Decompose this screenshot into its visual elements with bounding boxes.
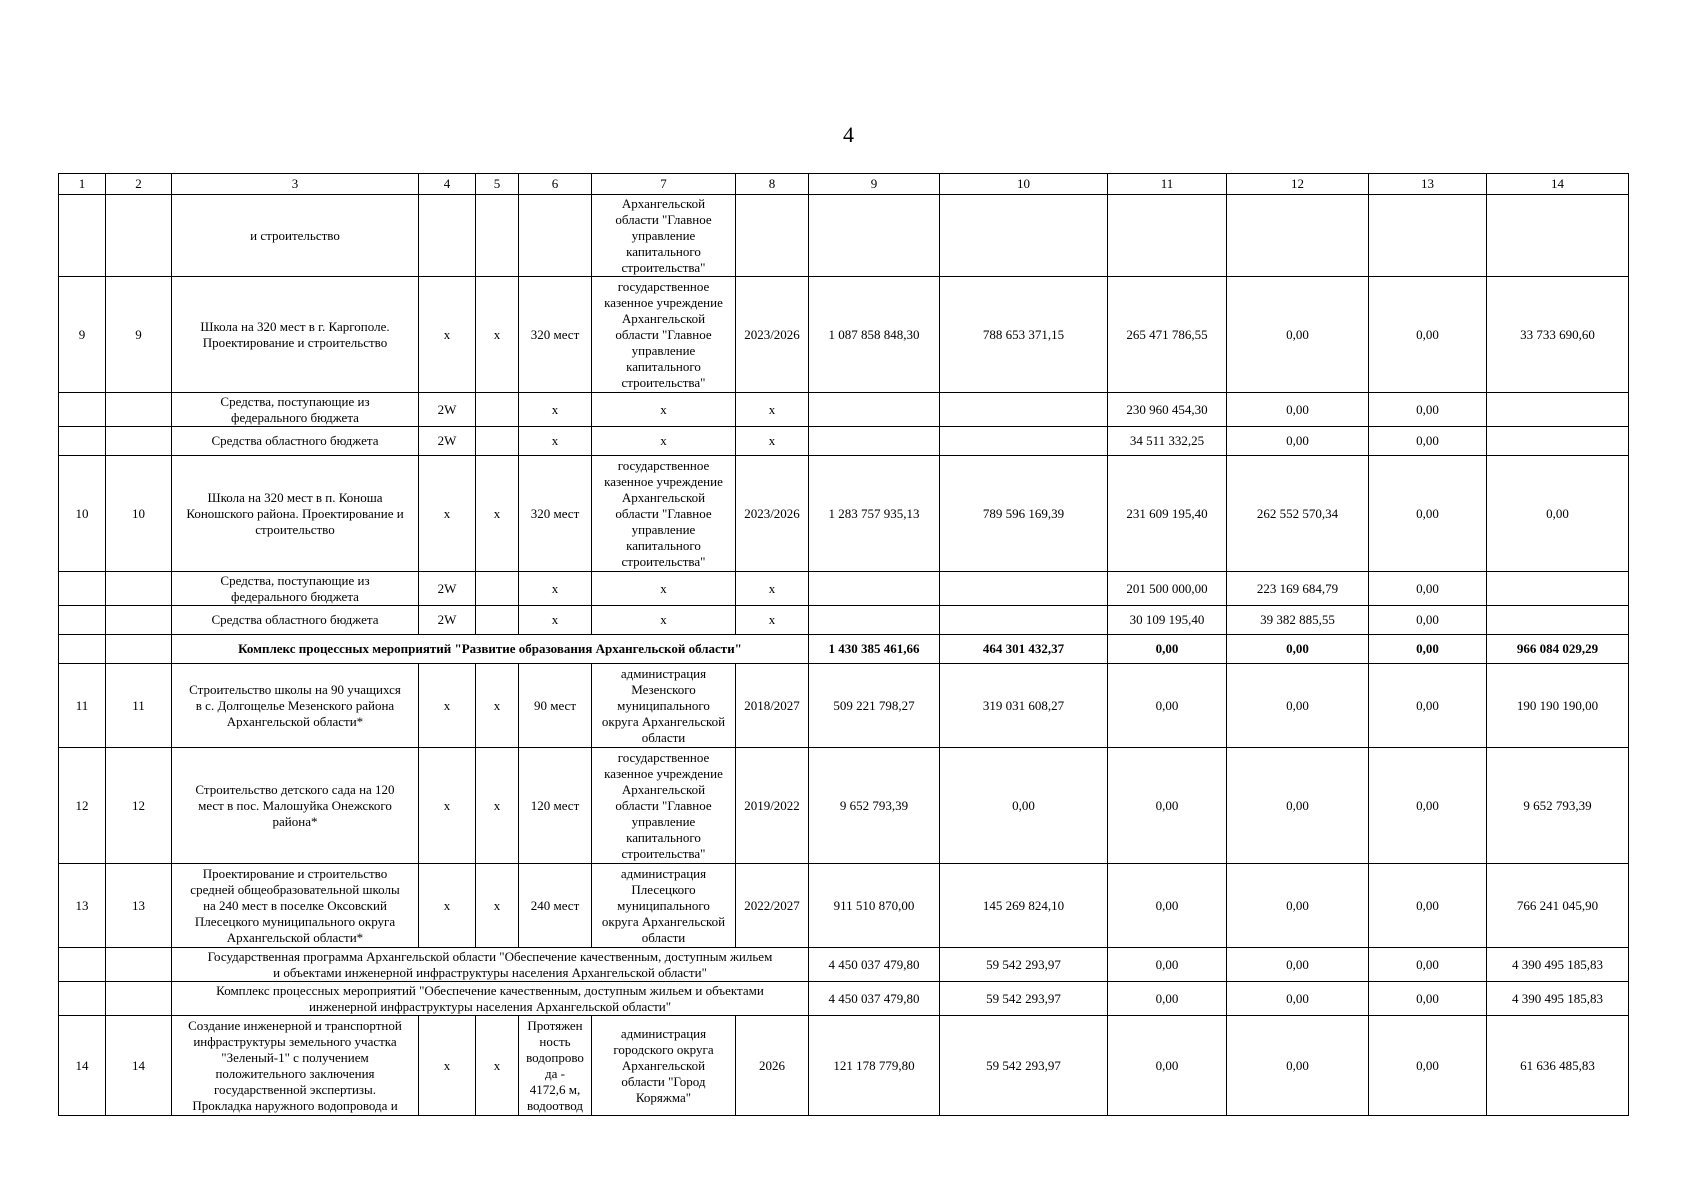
cell-value: 0,00 — [1369, 606, 1487, 635]
row-number: 12 — [59, 748, 106, 864]
cell-value: 0,00 — [1108, 748, 1227, 864]
years: 2026 — [736, 1016, 809, 1116]
cell-value: 0,00 — [1369, 393, 1487, 427]
cell-value: 0,00 — [1108, 948, 1227, 982]
capacity: 90 мест — [519, 664, 592, 748]
row-number: 10 — [106, 456, 172, 572]
cell-value: 0,00 — [1369, 982, 1487, 1016]
table-header-row — [59, 174, 1629, 195]
cell-value: 319 031 608,27 — [940, 664, 1108, 748]
row-number: 14 — [59, 1016, 106, 1116]
cell-value: 0,00 — [1227, 393, 1369, 427]
executor: государственное казенное учреждение Архангельской области "Главное управление капитального строительства" — [592, 456, 736, 572]
object-name: Средства областного бюджета — [172, 427, 419, 456]
cell-value: 145 269 824,10 — [940, 864, 1108, 948]
table-row — [59, 572, 1629, 606]
executor: администрация Плесецкого муниципального округа Архангельской области — [592, 864, 736, 948]
row-number: 10 — [59, 456, 106, 572]
column-header: 10 — [940, 174, 1108, 195]
cell-value: 0,00 — [1227, 664, 1369, 748]
cell-value: x — [419, 664, 476, 748]
cell-value: x — [519, 393, 592, 427]
cell-value: x — [519, 572, 592, 606]
column-header: 6 — [519, 174, 592, 195]
capacity: 320 мест — [519, 277, 592, 393]
cell-value: 789 596 169,39 — [940, 456, 1108, 572]
object-name: Школа на 320 мест в г. Каргополе. Проектирование и строительство — [172, 277, 419, 393]
cell-value: 0,00 — [1369, 1016, 1487, 1116]
cell-value: 0,00 — [1487, 456, 1629, 572]
cell-value: 911 510 870,00 — [809, 864, 940, 948]
table-row-complex — [59, 982, 1629, 1016]
cell-value: 33 733 690,60 — [1487, 277, 1629, 393]
table-row — [59, 456, 1629, 572]
cell-value: 0,00 — [1108, 635, 1227, 664]
cell-value: x — [476, 664, 519, 748]
cell-value: x — [419, 456, 476, 572]
cell-value: x — [419, 1016, 476, 1116]
table-row — [59, 864, 1629, 948]
row-number: 13 — [59, 864, 106, 948]
row-number: 12 — [106, 748, 172, 864]
row-number: 9 — [59, 277, 106, 393]
cell-value: 2W — [419, 393, 476, 427]
cell-value: 0,00 — [1369, 635, 1487, 664]
table-row — [59, 1016, 1629, 1116]
cell-value: x — [736, 606, 809, 635]
cell-value: 1 283 757 935,13 — [809, 456, 940, 572]
cell-value: 59 542 293,97 — [940, 1016, 1108, 1116]
column-header: 7 — [592, 174, 736, 195]
column-header: 12 — [1227, 174, 1369, 195]
object-name: и строительство — [172, 195, 419, 277]
cell-value: 9 652 793,39 — [809, 748, 940, 864]
cell-value: x — [736, 572, 809, 606]
cell-value: 0,00 — [1227, 1016, 1369, 1116]
object-name: Проектирование и строительство средней общеобразовательной школы на 240 мест в поселке Оксовский Плесецкого муниципального округа Архангельской области* — [172, 864, 419, 948]
cell-value: 230 960 454,30 — [1108, 393, 1227, 427]
capacity: Протяжен ность водопрово да - 4172,6 м, водоотвод — [519, 1016, 592, 1116]
cell-value: x — [592, 393, 736, 427]
cell-value: 0,00 — [1369, 864, 1487, 948]
cell-value: x — [476, 1016, 519, 1116]
column-header: 9 — [809, 174, 940, 195]
cell-value: 0,00 — [1227, 748, 1369, 864]
cell-value: 0,00 — [1369, 748, 1487, 864]
cell-value: 0,00 — [1369, 277, 1487, 393]
executor: администрация городского округа Архангельской области "Город Коряжма" — [592, 1016, 736, 1116]
column-header: 4 — [419, 174, 476, 195]
row-number: 11 — [59, 664, 106, 748]
cell-value: x — [419, 864, 476, 948]
cell-value: 1 087 858 848,30 — [809, 277, 940, 393]
capacity: 120 мест — [519, 748, 592, 864]
object-name: Школа на 320 мест в п. Коноша Коношского района. Проектирование и строительство — [172, 456, 419, 572]
column-header: 11 — [1108, 174, 1227, 195]
cell-value: 1 430 385 461,66 — [809, 635, 940, 664]
cell-value: x — [476, 864, 519, 948]
object-name: Строительство школы на 90 учащихся в с. Долгощелье Мезенского района Архангельской области* — [172, 664, 419, 748]
years: 2018/2027 — [736, 664, 809, 748]
cell-value: 61 636 485,83 — [1487, 1016, 1629, 1116]
cell-value: 509 221 798,27 — [809, 664, 940, 748]
cell-value: x — [592, 572, 736, 606]
row-number: 11 — [106, 664, 172, 748]
row-number: 13 — [106, 864, 172, 948]
cell-value: x — [736, 393, 809, 427]
cell-value: 0,00 — [1108, 664, 1227, 748]
cell-value: x — [476, 277, 519, 393]
cell-value: 0,00 — [1227, 427, 1369, 456]
object-name: Средства областного бюджета — [172, 606, 419, 635]
table-row — [59, 427, 1629, 456]
cell-value: 0,00 — [1227, 635, 1369, 664]
column-header: 14 — [1487, 174, 1629, 195]
table-row-program — [59, 948, 1629, 982]
complex-title: Комплекс процессных мероприятий "Обеспечение качественным, доступным жильем и объектами инженерной инфраструктуры населения Архангельской области" — [172, 982, 809, 1016]
column-header: 3 — [172, 174, 419, 195]
cell-value: 59 542 293,97 — [940, 982, 1108, 1016]
page-number: 4 — [843, 122, 854, 147]
complex-title: Комплекс процессных мероприятий "Развитие образования Архангельской области" — [172, 635, 809, 664]
cell-value: 265 471 786,55 — [1108, 277, 1227, 393]
cell-value: 4 390 495 185,83 — [1487, 982, 1629, 1016]
executor: администрация Мезенского муниципального округа Архангельской области — [592, 664, 736, 748]
years: 2023/2026 — [736, 277, 809, 393]
cell-value: 0,00 — [1108, 864, 1227, 948]
cell-value: 2W — [419, 572, 476, 606]
cell-value: 59 542 293,97 — [940, 948, 1108, 982]
cell-value: 262 552 570,34 — [1227, 456, 1369, 572]
executor: государственное казенное учреждение Архангельской области "Главное управление капитального строительства" — [592, 277, 736, 393]
row-number: 14 — [106, 1016, 172, 1116]
table-row — [59, 606, 1629, 635]
cell-value: x — [592, 606, 736, 635]
executor: государственное казенное учреждение Архангельской области "Главное управление капитального строительства" — [592, 748, 736, 864]
cell-value: 223 169 684,79 — [1227, 572, 1369, 606]
cell-value: 4 450 037 479,80 — [809, 948, 940, 982]
capacity: 320 мест — [519, 456, 592, 572]
table-row — [59, 393, 1629, 427]
cell-value: x — [736, 427, 809, 456]
cell-value: 231 609 195,40 — [1108, 456, 1227, 572]
cell-value: x — [476, 456, 519, 572]
cell-value: 0,00 — [1108, 982, 1227, 1016]
cell-value: 766 241 045,90 — [1487, 864, 1629, 948]
cell-value: 2W — [419, 606, 476, 635]
table-row — [59, 277, 1629, 393]
capacity: 240 мест — [519, 864, 592, 948]
cell-value: 34 511 332,25 — [1108, 427, 1227, 456]
cell-value: 0,00 — [1227, 948, 1369, 982]
cell-value: 121 178 779,80 — [809, 1016, 940, 1116]
program-title: Государственная программа Архангельской области "Обеспечение качественным, доступным жильем и объектами инженерной инфраструктуры населения Архангельской области" — [172, 948, 809, 982]
cell-value: 0,00 — [1227, 864, 1369, 948]
cell-value: 39 382 885,55 — [1227, 606, 1369, 635]
cell-value: 190 190 190,00 — [1487, 664, 1629, 748]
cell-value: 0,00 — [1369, 456, 1487, 572]
column-header: 8 — [736, 174, 809, 195]
cell-value: 201 500 000,00 — [1108, 572, 1227, 606]
column-header: 2 — [106, 174, 172, 195]
column-header: 13 — [1369, 174, 1487, 195]
object-name: Средства, поступающие из федерального бюджета — [172, 572, 419, 606]
cell-value: x — [476, 748, 519, 864]
cell-value: 0,00 — [1369, 427, 1487, 456]
column-header: 1 — [59, 174, 106, 195]
cell-value: x — [419, 748, 476, 864]
table-row — [59, 748, 1629, 864]
cell-value: 0,00 — [1369, 664, 1487, 748]
row-number: 9 — [106, 277, 172, 393]
cell-value: 0,00 — [1108, 1016, 1227, 1116]
column-header: 5 — [476, 174, 519, 195]
cell-value: 464 301 432,37 — [940, 635, 1108, 664]
table-row — [59, 664, 1629, 748]
table-row — [59, 195, 1629, 277]
cell-value: x — [519, 427, 592, 456]
cell-value: x — [519, 606, 592, 635]
cell-value: 966 084 029,29 — [1487, 635, 1629, 664]
cell-value: x — [419, 277, 476, 393]
years: 2019/2022 — [736, 748, 809, 864]
cell-value: 0,00 — [940, 748, 1108, 864]
cell-value: 30 109 195,40 — [1108, 606, 1227, 635]
cell-value: x — [592, 427, 736, 456]
cell-value: 0,00 — [1369, 948, 1487, 982]
table-row-complex — [59, 635, 1629, 664]
cell-value: 0,00 — [1369, 572, 1487, 606]
object-name: Создание инженерной и транспортной инфраструктуры земельного участка "Зеленый-1" с получением положительного заключения государственной экспертизы. Прокладка наружного водопровода и — [172, 1016, 419, 1116]
cell-value: 9 652 793,39 — [1487, 748, 1629, 864]
budget-table — [58, 173, 1629, 1116]
cell-value: 4 390 495 185,83 — [1487, 948, 1629, 982]
cell-value: 2W — [419, 427, 476, 456]
cell-value: 4 450 037 479,80 — [809, 982, 940, 1016]
cell-value: 0,00 — [1227, 982, 1369, 1016]
years: 2022/2027 — [736, 864, 809, 948]
cell-value: 788 653 371,15 — [940, 277, 1108, 393]
object-name: Строительство детского сада на 120 мест в пос. Малошуйка Онежского района* — [172, 748, 419, 864]
cell-value: 0,00 — [1227, 277, 1369, 393]
years: 2023/2026 — [736, 456, 809, 572]
object-name: Средства, поступающие из федерального бюджета — [172, 393, 419, 427]
executor: Архангельской области "Главное управление капитального строительства" — [592, 195, 736, 277]
